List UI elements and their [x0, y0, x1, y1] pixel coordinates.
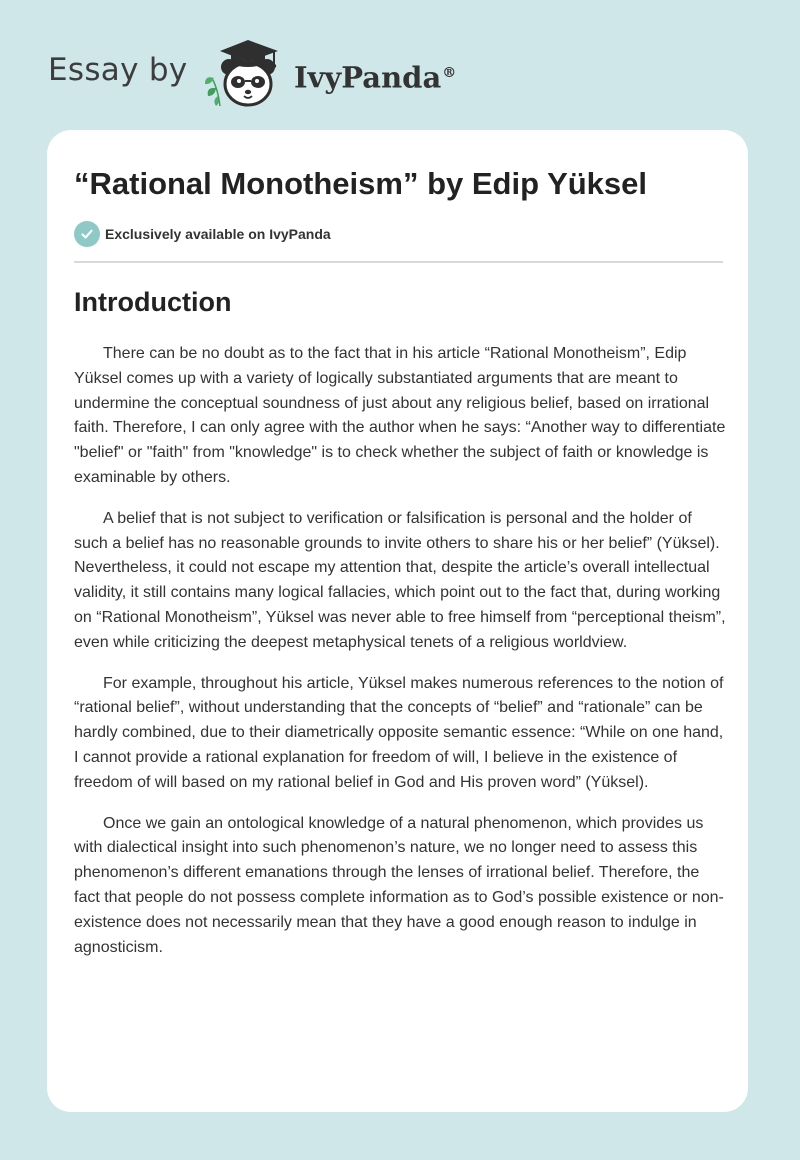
registered-mark: ® [442, 65, 457, 81]
paragraph: For example, throughout his article, Yüksel makes numerous references to the notion of “rational belief”, without understanding that the concepts of “belief” and “rationale” can be hardly combined, due to their diametrically opposite semantic essence: “While on one hand, I cannot provide a rational explanation for freedom of will, I believe in the existence of freedom of will based on my rational belief in God and His proven word” (Yüksel). [74, 674, 724, 791]
essay-title: “Rational Monotheism” by Edip Yüksel [74, 166, 648, 201]
panda-graduate-logo-icon[interactable] [200, 34, 292, 110]
paragraph: Once we gain an ontological knowledge of a natural phenomenon, which provides us with dialectical insight into such phenomenon’s nature, we no longer need to assess this phenomenon’s different emanations through the lenses of irrational belief. Therefore, the fact that people do not possess complete information as to God’s possible existence or non-existence does not necessarily mean that they have a good enough reason to indulge in agnosticism. [74, 814, 724, 956]
brand-name[interactable] [294, 53, 456, 98]
essay-body [74, 342, 728, 976]
check-icon [74, 221, 100, 247]
site-header [0, 0, 800, 130]
exclusive-badge [74, 221, 331, 247]
essay-by-label: Essay by [48, 52, 188, 88]
essay-card [47, 130, 748, 1112]
paragraph: A belief that is not subject to verification or falsification is personal and the holder of such a belief has no reasonable grounds to invite others to share his or her belief” (Yüksel). Nevertheless, it could not escape my attention that, despite the article’s overall intellectual validity, it still contains many logical fallacies, which point out to the fact that, during working on “Rational Monotheism”, Yüksel was never able to free himself from “perceptional theism”, even while criticizing the deepest metaphysical tenets of a religious worldview. [74, 509, 726, 651]
section-heading-introduction: Introduction [74, 287, 232, 317]
paragraph: There can be no doubt as to the fact that in his article “Rational Monotheism”, Edip Yüksel comes up with a variety of logically substantiated arguments that are meant to undermine the conceptual soundness of just about any religious belief, based on irrational faith. Therefore, I can only agree with the author when he says: “Another way to differentiate "belief" or "faith" from "knowledge" is to check whether the subject of faith or knowledge is examinable by others. [74, 345, 726, 486]
brand-name-text: IvyPanda [294, 60, 442, 95]
divider [74, 261, 723, 263]
exclusive-badge-label: Exclusively available on IvyPanda [105, 226, 331, 242]
